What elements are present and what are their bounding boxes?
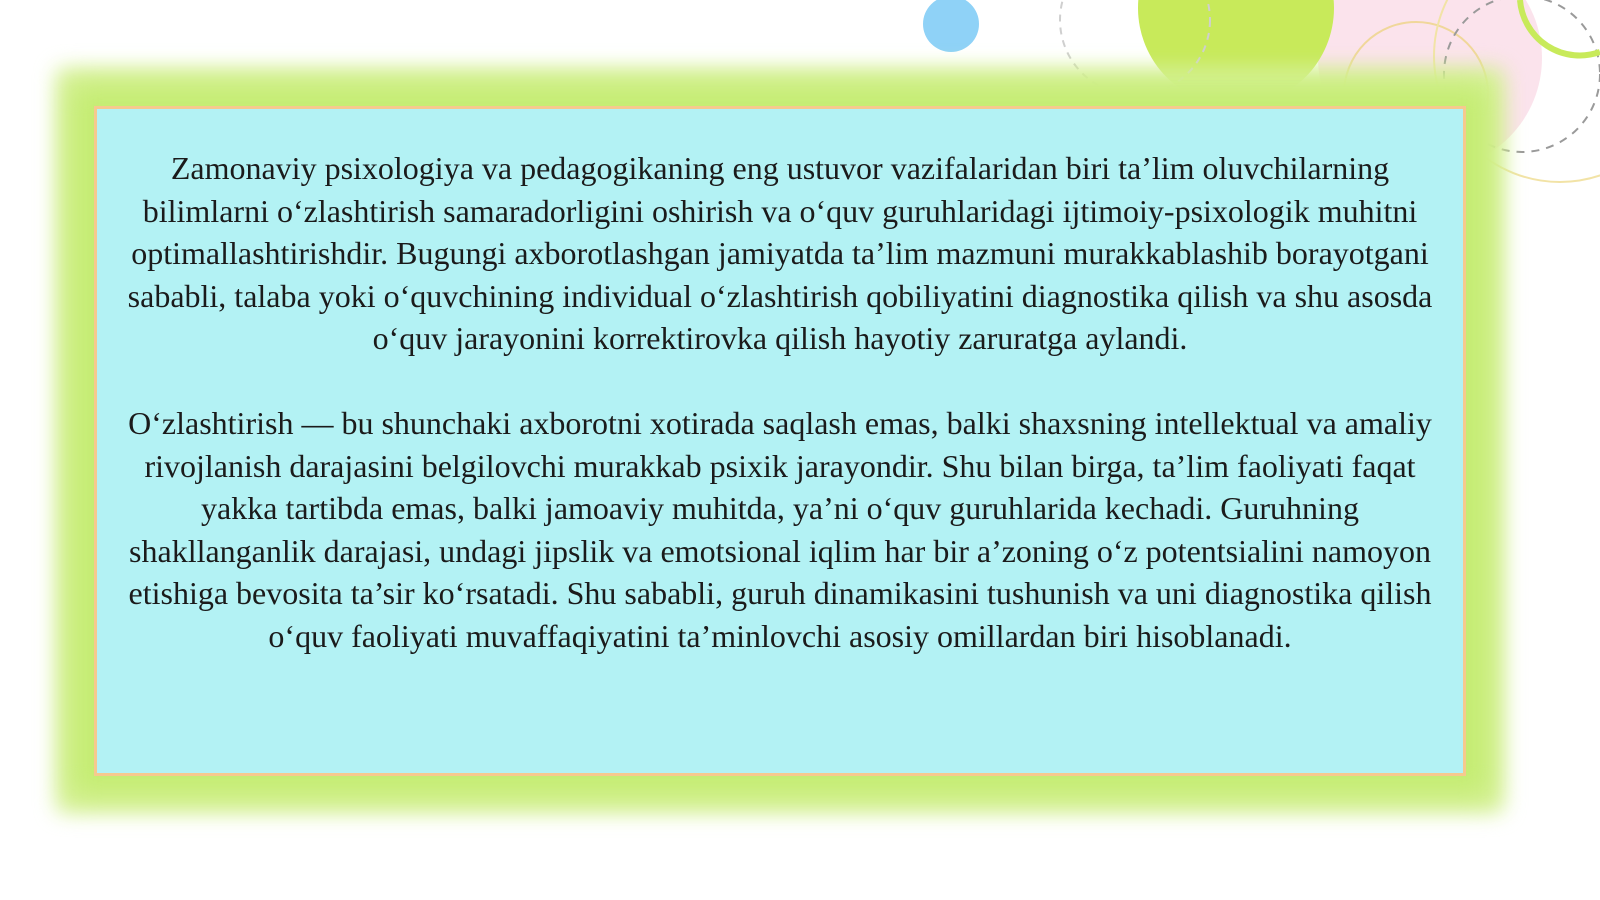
- blue-dot-decoration: [923, 0, 979, 52]
- text-card: [94, 106, 1466, 776]
- paragraph-assimilation: O‘zlashtirish — bu shunchaki axborotni xotirada saqlash emas, balki shaxsning intellektual va amaliy rivojlanish darajasini belgilovchi murakkab psixik jarayondir. Shu bilan birga, ta’lim faoliyati faqat yakka tartibda emas, balki jamoaviy muhitda, ya’ni o‘quv guruhlarida kechadi. Guruhning shakllanganlik darajasi, undagi jipslik va emotsional iqlim har bir a’zoning o‘z potentsialini namoyon etishiga bevosita ta’sir ko‘rsatadi. Shu sababli, guruh dinamikasini tushunish va uni diagnostika qilish o‘quv faoliyati muvaffaqiyatini ta’minlovchi asosiy omillardan biri hisoblanadi.: [128, 404, 1432, 654]
- paragraph-intro: Zamonaviy psixologiya va pedagogikaning eng ustuvor vazifalaridan biri ta’lim oluvchilarning bilimlarni o‘zlashtirish samaradorligini oshirish va o‘quv guruhlaridagi ijtimoiy-psixologik muhitni optimallashtirishdir. Bugungi axborotlashgan jamiyatda ta’lim mazmuni murakkablashib borayotgani sababli, talaba yoki o‘quvchining individual o‘zlashtirish qobiliyatini diagnostika qilish va shu asosda o‘quv jarayonini korrektirovka qilish hayotiy zaruratga aylandi.: [127, 150, 1433, 357]
